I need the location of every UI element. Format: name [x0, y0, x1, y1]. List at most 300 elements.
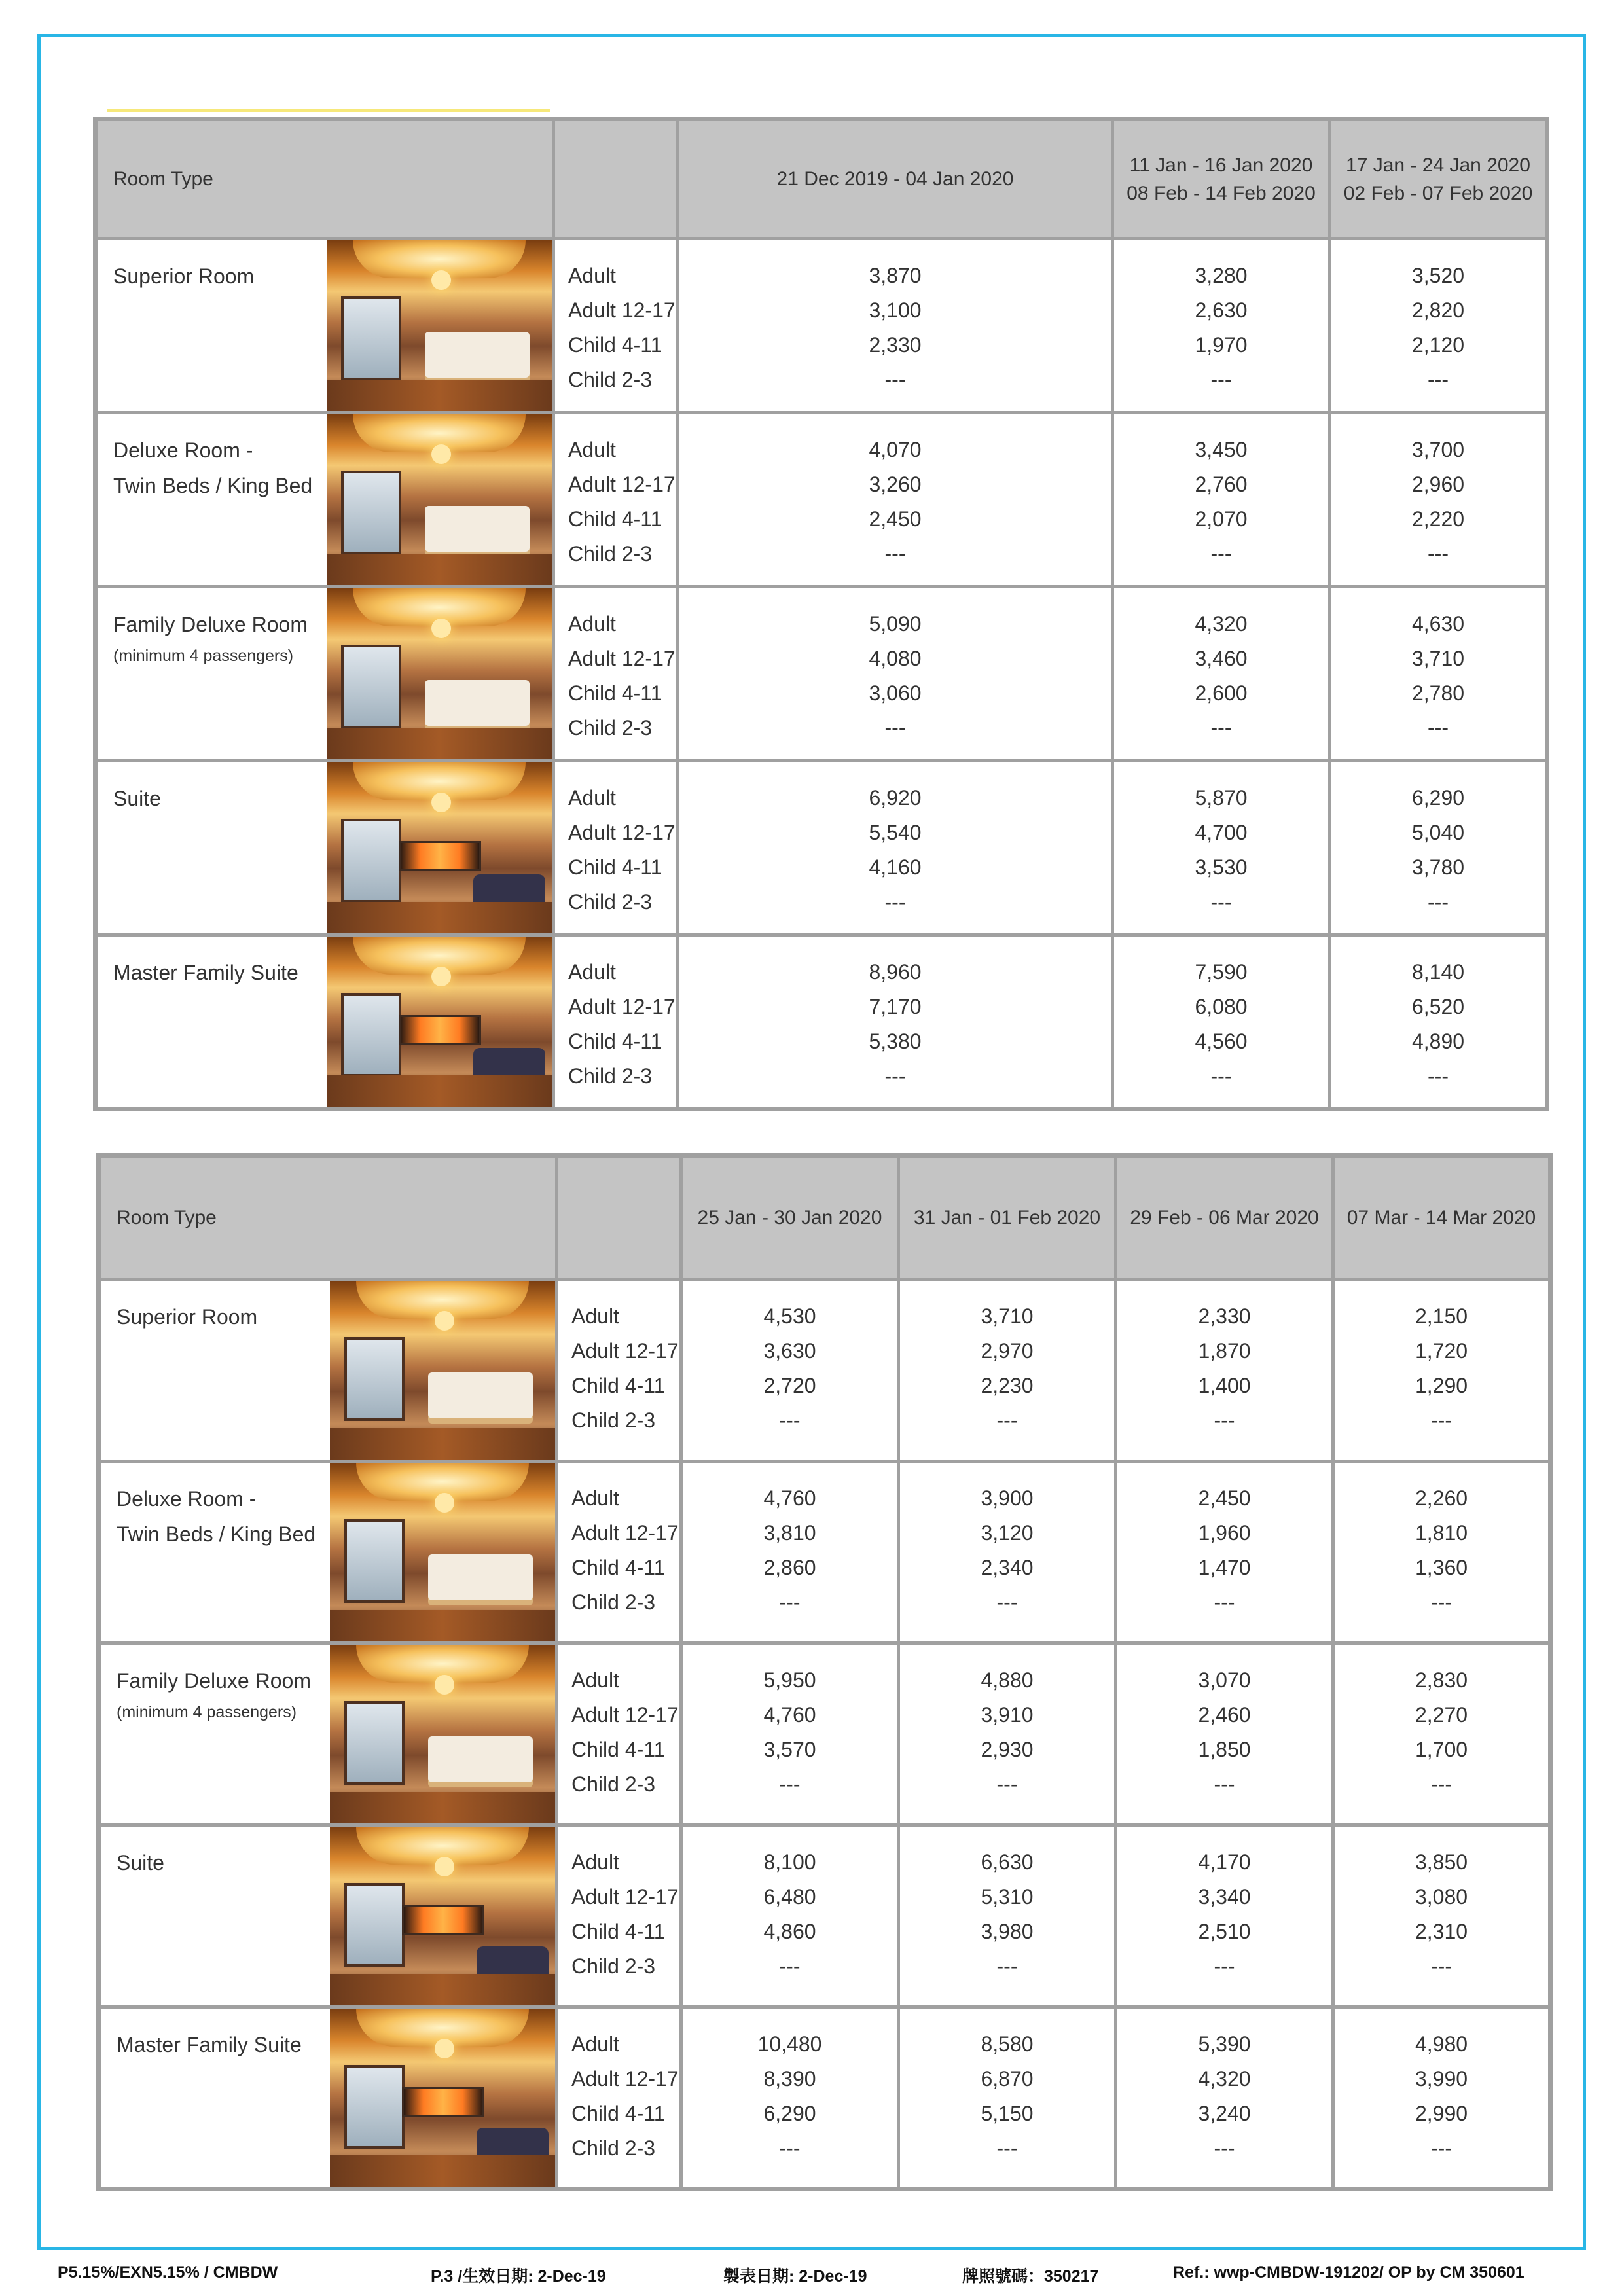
guest-category: Adult — [568, 438, 616, 461]
room-name-line: Deluxe Room - — [113, 439, 253, 462]
price-value: 3,460 — [1195, 647, 1248, 670]
price-value: 2,860 — [763, 1556, 816, 1579]
price-cell — [1333, 2007, 1551, 2189]
price-value: 4,070 — [869, 438, 922, 461]
guest-category: Child 2-3 — [571, 1408, 656, 1432]
price-value: 3,700 — [1411, 438, 1465, 461]
accent-line — [107, 109, 550, 112]
room-cell — [99, 1643, 557, 1825]
guest-category: Adult — [568, 960, 616, 984]
room-cell — [99, 1825, 557, 2007]
price-cell — [1333, 1462, 1551, 1643]
price-value: --- — [1210, 368, 1232, 391]
guest-category: Child 4-11 — [571, 1556, 666, 1579]
room-row — [99, 1462, 1551, 1643]
deluxe-room-photo — [327, 414, 552, 585]
price-cell — [1333, 1643, 1551, 1825]
guest-category: Adult — [571, 1668, 619, 1692]
superior-room-photo — [330, 1281, 555, 1460]
room-row — [96, 239, 1547, 413]
price-value: 2,460 — [1198, 1703, 1251, 1727]
room-name — [117, 1663, 311, 1722]
price-value: 6,630 — [981, 1850, 1034, 1874]
guest-category: Child 2-3 — [568, 1064, 653, 1088]
master-family-suite-photo — [327, 937, 552, 1107]
price-value: 1,700 — [1415, 1738, 1468, 1761]
category-cell — [554, 239, 678, 413]
guest-category: Child 4-11 — [571, 2102, 666, 2125]
price-value: --- — [1214, 2136, 1235, 2160]
room-name-line: Master Family Suite — [117, 2033, 302, 2056]
guest-category: Child 4-11 — [568, 855, 662, 879]
category-cell — [554, 587, 678, 761]
price-value: 8,960 — [869, 960, 922, 984]
price-value: --- — [1431, 1954, 1452, 1978]
price-value: 3,900 — [981, 1486, 1034, 1510]
guest-category: Child 4-11 — [568, 681, 662, 705]
category-cell — [557, 1280, 681, 1462]
price-value: 3,100 — [869, 298, 922, 322]
price-value: 4,860 — [763, 1920, 816, 1943]
price-value: 3,810 — [763, 1521, 816, 1545]
price-value: 2,760 — [1195, 473, 1248, 496]
rate-table-1 — [93, 117, 1549, 1111]
price-value: 1,290 — [1415, 1374, 1468, 1397]
room-name-line: Family Deluxe Room — [113, 613, 308, 636]
room-row — [96, 761, 1547, 935]
price-cell — [1116, 1643, 1333, 1825]
price-value: 7,590 — [1195, 960, 1248, 984]
price-value: 2,630 — [1195, 298, 1248, 322]
price-value: 3,780 — [1411, 855, 1465, 879]
price-value: --- — [996, 1772, 1018, 1796]
room-name — [113, 259, 254, 294]
guest-category: Adult 12-17 — [571, 1885, 679, 1909]
room-name-line: Deluxe Room - — [117, 1487, 257, 1511]
price-value: 4,530 — [763, 1304, 816, 1328]
price-value: --- — [884, 716, 906, 740]
price-cell — [899, 1462, 1116, 1643]
price-value: 6,520 — [1411, 995, 1465, 1018]
price-value: --- — [1210, 1064, 1232, 1088]
period-header — [1116, 1156, 1333, 1280]
price-cell — [899, 2007, 1116, 2189]
room-cell — [96, 239, 554, 413]
price-value: 4,700 — [1195, 821, 1248, 844]
price-value: 1,850 — [1198, 1738, 1251, 1761]
price-value: 4,890 — [1411, 1030, 1465, 1053]
price-value: 4,630 — [1411, 612, 1465, 636]
price-value: --- — [1428, 1064, 1449, 1088]
room-cell — [99, 1462, 557, 1643]
price-value: --- — [779, 1408, 801, 1432]
price-value: 5,950 — [763, 1668, 816, 1692]
price-cell — [899, 1643, 1116, 1825]
price-value: 2,120 — [1411, 333, 1465, 357]
guest-category: Child 2-3 — [568, 716, 653, 740]
price-value: 6,480 — [763, 1885, 816, 1909]
footer-made-date: 製表日期: 2-Dec-19 — [723, 2267, 867, 2286]
guest-category: Child 2-3 — [568, 890, 653, 914]
price-value: 2,220 — [1411, 507, 1465, 531]
price-value: 2,150 — [1415, 1304, 1468, 1328]
price-value: 1,970 — [1195, 333, 1248, 357]
price-value: 5,870 — [1195, 786, 1248, 810]
price-cell — [1330, 761, 1547, 935]
price-value: --- — [996, 2136, 1018, 2160]
room-row — [96, 587, 1547, 761]
price-value: 3,260 — [869, 473, 922, 496]
room-note: (minimum 4 passengers) — [117, 1703, 297, 1721]
footer-licence: 牌照號碼：350217 — [962, 2267, 1099, 2286]
price-value: 2,070 — [1195, 507, 1248, 531]
price-value: --- — [1428, 368, 1449, 391]
guest-category: Adult 12-17 — [568, 473, 676, 496]
price-value: --- — [1210, 890, 1232, 914]
guest-category: Child 4-11 — [571, 1920, 666, 1943]
price-value: --- — [1214, 1590, 1235, 1614]
guest-category: Adult 12-17 — [568, 647, 676, 670]
superior-room-photo — [327, 240, 552, 411]
category-cell — [557, 2007, 681, 2189]
family-deluxe-room-photo — [327, 588, 552, 759]
price-cell — [1333, 1825, 1551, 2007]
room-name-line: Twin Beds / King Bed — [117, 1522, 316, 1546]
price-value: 6,080 — [1195, 995, 1248, 1018]
price-value: 2,260 — [1415, 1486, 1468, 1510]
period-label: 25 Jan - 30 Jan 2020 — [697, 1207, 882, 1229]
price-value: --- — [779, 2136, 801, 2160]
price-value: 3,340 — [1198, 1885, 1251, 1909]
room-note: (minimum 4 passengers) — [113, 647, 294, 665]
page-footer — [0, 2263, 1624, 2289]
price-value: 4,760 — [763, 1703, 816, 1727]
price-value: 3,530 — [1195, 855, 1248, 879]
guest-category: Child 4-11 — [568, 1030, 662, 1053]
price-value: 1,720 — [1415, 1339, 1468, 1363]
price-cell — [681, 1643, 899, 1825]
price-value: 2,330 — [869, 333, 922, 357]
category-cell — [557, 1462, 681, 1643]
price-cell — [1116, 2007, 1333, 2189]
guest-category: Adult — [568, 264, 616, 287]
room-name — [113, 955, 298, 990]
price-value: --- — [1210, 542, 1232, 565]
room-name-line: Superior Room — [117, 1305, 258, 1329]
price-value: 2,310 — [1415, 1920, 1468, 1943]
price-value: --- — [1431, 1772, 1452, 1796]
price-value: 3,710 — [981, 1304, 1034, 1328]
room-name — [113, 433, 312, 503]
price-value: 2,340 — [981, 1556, 1034, 1579]
room-name — [117, 1845, 164, 1880]
price-value: 3,120 — [981, 1521, 1034, 1545]
room-name-line: Suite — [113, 787, 161, 810]
price-value: 2,450 — [1198, 1486, 1251, 1510]
price-value: --- — [1214, 1954, 1235, 1978]
guest-category: Child 4-11 — [568, 507, 662, 531]
price-cell — [1116, 1462, 1333, 1643]
room-name-line: Suite — [117, 1851, 164, 1874]
price-value: 2,960 — [1411, 473, 1465, 496]
price-value: --- — [1428, 890, 1449, 914]
category-cell — [554, 413, 678, 587]
price-value: 10,480 — [757, 2032, 822, 2056]
price-value: 5,390 — [1198, 2032, 1251, 2056]
room-row — [99, 1280, 1551, 1462]
room-row — [96, 935, 1547, 1109]
price-value: 6,290 — [1411, 786, 1465, 810]
suite-photo — [327, 762, 552, 933]
price-value: 3,060 — [869, 681, 922, 705]
price-cell — [1113, 239, 1330, 413]
guest-category: Adult 12-17 — [568, 821, 676, 844]
price-value: 5,310 — [981, 1885, 1034, 1909]
price-value: 3,520 — [1411, 264, 1465, 287]
period-header — [1330, 119, 1547, 239]
price-value: 5,090 — [869, 612, 922, 636]
footer-page-effective: P.3 /生效日期: 2-Dec-19 — [431, 2267, 606, 2286]
price-value: 2,820 — [1411, 298, 1465, 322]
guest-category: Adult 12-17 — [571, 2067, 679, 2090]
guest-category: Adult 12-17 — [571, 1521, 679, 1545]
category-cell — [557, 1825, 681, 2007]
price-value: 3,280 — [1195, 264, 1248, 287]
period-label: 02 Feb - 07 Feb 2020 — [1343, 182, 1533, 204]
price-value: 3,710 — [1411, 647, 1465, 670]
price-cell — [681, 1462, 899, 1643]
room-name — [113, 781, 161, 816]
header-row — [99, 1156, 1551, 1280]
price-value: 3,080 — [1415, 1885, 1468, 1909]
price-value: --- — [884, 542, 906, 565]
price-cell — [678, 413, 1113, 587]
price-value: --- — [1210, 716, 1232, 740]
footer-code: P5.15%/EXN5.15% / CMBDW — [58, 2263, 278, 2282]
price-value: 2,600 — [1195, 681, 1248, 705]
family-deluxe-room-photo — [330, 1645, 555, 1823]
guest-category: Child 2-3 — [571, 1954, 656, 1978]
guest-category: Adult — [571, 2032, 619, 2056]
period-label: 17 Jan - 24 Jan 2020 — [1346, 154, 1530, 176]
period-header — [1333, 1156, 1551, 1280]
guest-category: Adult 12-17 — [568, 298, 676, 322]
room-row — [96, 413, 1547, 587]
price-cell — [1116, 1280, 1333, 1462]
period-header — [1113, 119, 1330, 239]
master-family-suite-photo — [330, 2009, 555, 2187]
price-value: --- — [1428, 542, 1449, 565]
room-name — [113, 607, 308, 666]
guest-category: Child 2-3 — [568, 368, 653, 391]
room-name-line: Family Deluxe Room — [117, 1669, 311, 1693]
price-value: --- — [1428, 716, 1449, 740]
price-value: 2,330 — [1198, 1304, 1251, 1328]
price-value: --- — [996, 1954, 1018, 1978]
room-cell — [99, 2007, 557, 2189]
price-cell — [1116, 1825, 1333, 2007]
price-value: 1,960 — [1198, 1521, 1251, 1545]
guest-category: Adult — [568, 612, 616, 636]
price-value: 2,830 — [1415, 1668, 1468, 1692]
room-row — [99, 2007, 1551, 2189]
price-value: 5,540 — [869, 821, 922, 844]
room-cell — [96, 761, 554, 935]
price-value: 4,980 — [1415, 2032, 1468, 2056]
room-cell — [96, 935, 554, 1109]
guest-category: Child 2-3 — [571, 1590, 656, 1614]
price-value: 3,570 — [763, 1738, 816, 1761]
price-value: 4,170 — [1198, 1850, 1251, 1874]
price-value: 2,270 — [1415, 1703, 1468, 1727]
guest-category: Child 4-11 — [571, 1738, 666, 1761]
price-value: 8,580 — [981, 2032, 1034, 2056]
room-cell — [99, 1280, 557, 1462]
period-header — [678, 119, 1113, 239]
price-value: 1,360 — [1415, 1556, 1468, 1579]
price-value: 3,990 — [1415, 2067, 1468, 2090]
price-cell — [1113, 413, 1330, 587]
suite-photo — [330, 1827, 555, 2005]
deluxe-room-photo — [330, 1463, 555, 1641]
guest-category: Child 2-3 — [568, 542, 653, 565]
price-cell — [678, 239, 1113, 413]
price-value: 4,320 — [1195, 612, 1248, 636]
price-cell — [1330, 587, 1547, 761]
price-value: --- — [1431, 2136, 1452, 2160]
price-value: 6,290 — [763, 2102, 816, 2125]
price-value: 4,880 — [981, 1668, 1034, 1692]
period-label: 08 Feb - 14 Feb 2020 — [1127, 182, 1316, 204]
price-value: 3,870 — [869, 264, 922, 287]
price-value: --- — [996, 1590, 1018, 1614]
price-value: 3,630 — [763, 1339, 816, 1363]
price-value: 2,450 — [869, 507, 922, 531]
price-value: 2,970 — [981, 1339, 1034, 1363]
price-value: 1,870 — [1198, 1339, 1251, 1363]
price-value: 6,870 — [981, 2067, 1034, 2090]
guest-category: Adult 12-17 — [568, 995, 676, 1018]
guest-category: Child 4-11 — [571, 1374, 666, 1397]
guest-category: Adult — [571, 1304, 619, 1328]
price-cell — [681, 1825, 899, 2007]
price-value: 4,160 — [869, 855, 922, 879]
price-value: 2,930 — [981, 1738, 1034, 1761]
room-cell — [96, 413, 554, 587]
price-cell — [1113, 935, 1330, 1109]
price-value: 1,400 — [1198, 1374, 1251, 1397]
period-label: 29 Feb - 06 Mar 2020 — [1130, 1207, 1319, 1229]
price-cell — [678, 935, 1113, 1109]
price-value: 5,040 — [1411, 821, 1465, 844]
rate-table-2 — [96, 1153, 1553, 2191]
price-value: --- — [884, 368, 906, 391]
guest-category: Adult — [568, 786, 616, 810]
price-value: --- — [779, 1590, 801, 1614]
price-cell — [1333, 1280, 1551, 1462]
price-cell — [899, 1280, 1116, 1462]
price-cell — [681, 2007, 899, 2189]
footer-ref: Ref.: wwp-CMBDW-191202/ OP by CM 350601 — [1173, 2263, 1525, 2282]
price-cell — [1113, 587, 1330, 761]
price-value: 4,560 — [1195, 1030, 1248, 1053]
period-label: 11 Jan - 16 Jan 2020 — [1129, 154, 1313, 176]
price-value: 7,170 — [869, 995, 922, 1018]
price-value: --- — [1431, 1590, 1452, 1614]
period-label: 07 Mar - 14 Mar 2020 — [1346, 1207, 1536, 1229]
room-cell — [96, 587, 554, 761]
price-value: --- — [1431, 1408, 1452, 1432]
guest-category: Adult 12-17 — [571, 1339, 679, 1363]
guest-category: Adult — [571, 1486, 619, 1510]
room-type-header: Room Type — [96, 119, 554, 239]
price-value: 2,230 — [981, 1374, 1034, 1397]
period-header — [681, 1156, 899, 1280]
category-header — [554, 119, 678, 239]
price-cell — [1330, 413, 1547, 587]
room-name — [117, 1481, 316, 1552]
category-cell — [557, 1643, 681, 1825]
price-cell — [1113, 761, 1330, 935]
category-cell — [554, 935, 678, 1109]
room-row — [99, 1825, 1551, 2007]
price-value: 1,810 — [1415, 1521, 1468, 1545]
price-cell — [1330, 239, 1547, 413]
price-value: --- — [1214, 1408, 1235, 1432]
category-header — [557, 1156, 681, 1280]
price-value: 2,510 — [1198, 1920, 1251, 1943]
price-value: 1,470 — [1198, 1556, 1251, 1579]
price-cell — [678, 761, 1113, 935]
price-value: --- — [884, 890, 906, 914]
price-value: 3,450 — [1195, 438, 1248, 461]
period-label: 21 Dec 2019 - 04 Jan 2020 — [776, 168, 1014, 190]
price-value: --- — [779, 1772, 801, 1796]
price-cell — [681, 1280, 899, 1462]
price-value: 3,240 — [1198, 2102, 1251, 2125]
price-value: 2,720 — [763, 1374, 816, 1397]
header-row — [96, 119, 1547, 239]
guest-category: Child 2-3 — [571, 1772, 656, 1796]
price-value: 3,070 — [1198, 1668, 1251, 1692]
guest-category: Adult — [571, 1850, 619, 1874]
price-value: 8,140 — [1411, 960, 1465, 984]
price-value: --- — [884, 1064, 906, 1088]
room-type-header: Room Type — [99, 1156, 557, 1280]
room-name-line: Master Family Suite — [113, 961, 298, 984]
room-row — [99, 1643, 1551, 1825]
price-value: 3,910 — [981, 1703, 1034, 1727]
price-value: 2,990 — [1415, 2102, 1468, 2125]
price-cell — [899, 1825, 1116, 2007]
price-value: --- — [779, 1954, 801, 1978]
price-value: --- — [996, 1408, 1018, 1432]
price-cell — [678, 587, 1113, 761]
price-value: 4,760 — [763, 1486, 816, 1510]
price-value: 4,080 — [869, 647, 922, 670]
room-name-line: Twin Beds / King Bed — [113, 474, 313, 497]
guest-category: Child 2-3 — [571, 2136, 656, 2160]
price-value: 2,780 — [1411, 681, 1465, 705]
price-value: 8,390 — [763, 2067, 816, 2090]
price-value: 3,850 — [1415, 1850, 1468, 1874]
room-name — [117, 2027, 302, 2062]
category-cell — [554, 761, 678, 935]
price-value: 5,380 — [869, 1030, 922, 1053]
price-cell — [1330, 935, 1547, 1109]
price-value: 6,920 — [869, 786, 922, 810]
room-name-line: Superior Room — [113, 264, 255, 288]
